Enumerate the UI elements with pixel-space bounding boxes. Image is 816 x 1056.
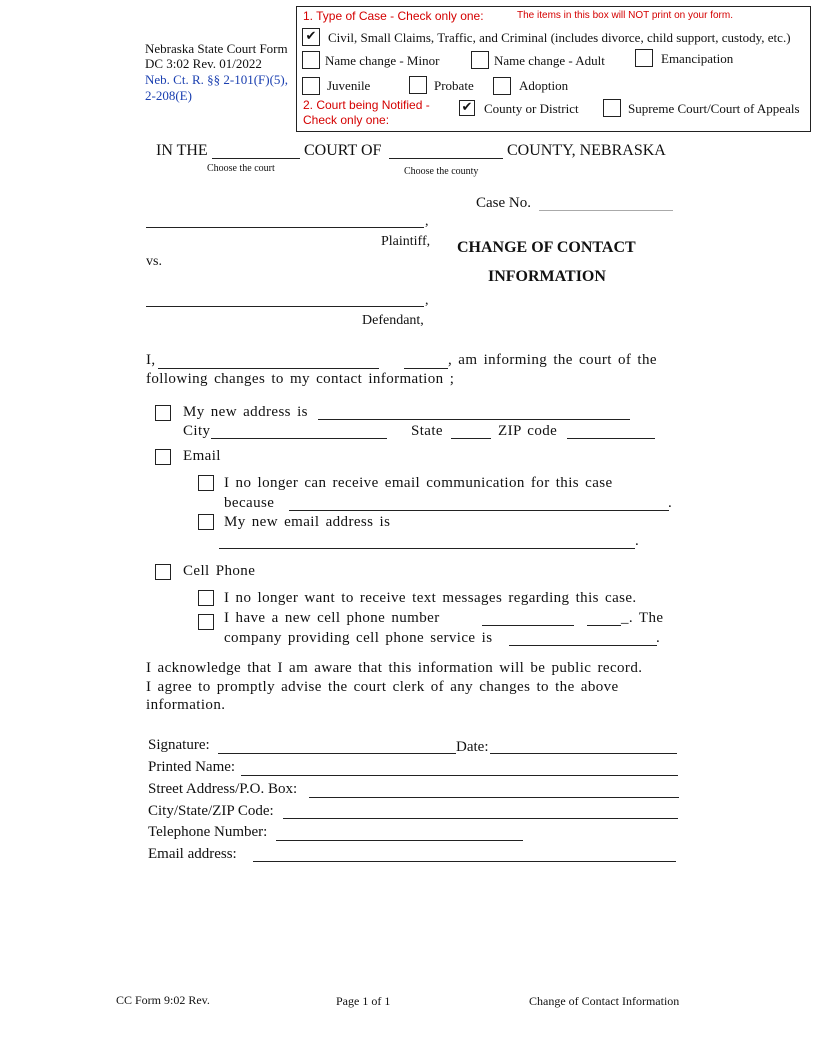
label-name-change-minor: Name change - Minor [325, 53, 440, 68]
checkbox-name-change-adult[interactable] [471, 51, 489, 69]
print-note: The items in this box will NOT print on your form. [517, 10, 733, 21]
street-address-label: Street Address/P.O. Box: [148, 781, 298, 797]
label-supreme-court: Supreme Court/Court of Appeals [628, 101, 800, 116]
telephone-label: Telephone Number: [148, 824, 268, 840]
checkbox-cell-phone[interactable] [155, 564, 171, 580]
label-emancipation: Emancipation [661, 51, 734, 66]
court-notified-subheading: Check only one: [303, 113, 390, 127]
intro-text: , am informing the court of the [448, 352, 657, 368]
email-address-label: Email address: [148, 846, 237, 862]
new-email-field[interactable] [219, 548, 635, 549]
because-reason-field[interactable] [289, 510, 669, 511]
acknowledge-line-2: I agree to promptly advise the court clerk of any changes to the above [146, 679, 619, 695]
plaintiff-comma: , [425, 214, 429, 229]
plaintiff-name-field[interactable] [146, 227, 424, 228]
the-label: _. The [621, 610, 664, 626]
court-name-field[interactable] [212, 158, 300, 159]
signature-field[interactable] [218, 753, 456, 754]
versus-label: vs. [146, 254, 162, 269]
checkbox-county-district[interactable]: ✔ [459, 100, 475, 116]
cell-provider-field[interactable] [509, 645, 657, 646]
defendant-name-field[interactable] [146, 306, 424, 307]
court-rule-link-2[interactable]: 2-208(E) [145, 88, 192, 103]
case-number-field[interactable] [539, 210, 673, 211]
checkbox-no-text[interactable] [198, 590, 214, 606]
cell-number-field[interactable] [482, 625, 574, 626]
no-text-label: I no longer want to receive text messages regarding this case. [224, 590, 637, 606]
checkbox-email[interactable] [155, 449, 171, 465]
new-address-label: My new address is [183, 404, 308, 420]
city-state-zip-field[interactable] [283, 818, 678, 819]
zip-label: ZIP code [498, 423, 558, 439]
checkbox-juvenile[interactable] [302, 77, 320, 95]
defendant-label: Defendant, [362, 313, 424, 328]
cell-provider-label: company providing cell phone service is [224, 630, 493, 646]
label-adoption: Adoption [519, 78, 569, 93]
zip-field[interactable] [567, 438, 655, 439]
checkbox-no-email[interactable] [198, 475, 214, 491]
date-field[interactable] [490, 753, 677, 754]
checkbox-probate[interactable] [409, 76, 427, 94]
defendant-comma: , [425, 293, 429, 308]
plaintiff-label: Plaintiff, [381, 234, 431, 249]
cell-provider-period: . [656, 630, 660, 646]
intro-i-label: I, [146, 352, 156, 368]
footer-form-number: CC Form 9:02 Rev. [116, 993, 210, 1007]
label-county-district: County or District [484, 101, 579, 116]
court-rule-link[interactable]: Neb. Ct. R. §§ 2-101(F)(5), [145, 72, 288, 87]
signature-label: Signature: [148, 737, 210, 753]
in-the-label: IN THE [156, 142, 208, 159]
case-type-heading: 1. Type of Case - Check only one: [303, 9, 484, 23]
printed-name-label: Printed Name: [148, 759, 236, 775]
document-title-line-1: CHANGE OF CONTACT [457, 239, 636, 256]
cell-number-ext-field[interactable] [587, 625, 621, 626]
checkbox-name-change-minor[interactable] [302, 51, 320, 69]
state-field[interactable] [451, 438, 491, 439]
street-address-field[interactable] [309, 797, 679, 798]
court-of-label: COURT OF [304, 142, 382, 159]
form-name: Nebraska State Court Form [145, 41, 288, 56]
label-civil: Civil, Small Claims, Traffic, and Criminal (includes divorce, child support, custody, etc.) [328, 30, 791, 45]
new-cell-label: I have a new cell phone number [224, 610, 440, 626]
party-role-field[interactable] [404, 368, 448, 369]
label-name-change-adult: Name change - Adult [494, 53, 605, 68]
footer-form-title: Change of Contact Information [529, 994, 680, 1008]
checkbox-new-cell[interactable] [198, 614, 214, 630]
county-nebraska-label: COUNTY, NEBRASKA [507, 142, 666, 159]
case-number-label: Case No. [476, 195, 531, 211]
checkbox-new-address[interactable] [155, 405, 171, 421]
acknowledge-line-1: I acknowledge that I am aware that this information will be public record. [146, 660, 643, 676]
new-email-label: My new email address is [224, 514, 391, 530]
new-email-period: . [635, 533, 639, 549]
document-title-line-2: INFORMATION [488, 268, 606, 285]
footer-page-number: Page 1 of 1 [336, 994, 391, 1008]
label-juvenile: Juvenile [327, 78, 371, 93]
printed-name-field[interactable] [241, 775, 678, 776]
because-label: because [224, 495, 275, 511]
label-probate: Probate [434, 78, 474, 93]
court-notified-heading: 2. Court being Notified - [303, 98, 430, 112]
because-period: . [668, 495, 672, 511]
intro-text-line-2: following changes to my contact information ; [146, 371, 455, 387]
telephone-field[interactable] [276, 840, 523, 841]
choose-county-hint: Choose the county [404, 166, 479, 177]
new-address-field[interactable] [318, 419, 630, 420]
form-revision: DC 3:02 Rev. 01/2022 [145, 56, 262, 71]
date-label: Date: [456, 739, 489, 755]
city-label: City [183, 423, 211, 439]
no-email-label: I no longer can receive email communication for this case [224, 475, 613, 491]
county-name-field[interactable] [389, 158, 503, 159]
checkbox-supreme-court[interactable] [603, 99, 621, 117]
checkbox-emancipation[interactable] [635, 49, 653, 67]
case-type-panel [296, 6, 811, 132]
checkbox-new-email[interactable] [198, 514, 214, 530]
email-address-field[interactable] [253, 861, 676, 862]
email-label: Email [183, 448, 221, 464]
choose-court-hint: Choose the court [207, 163, 275, 174]
name-field[interactable] [158, 368, 379, 369]
checkbox-adoption[interactable] [493, 77, 511, 95]
acknowledge-line-3: information. [146, 697, 226, 713]
checkbox-civil[interactable]: ✔ [302, 28, 320, 46]
city-state-zip-label: City/State/ZIP Code: [148, 803, 274, 819]
cell-phone-label: Cell Phone [183, 563, 256, 579]
city-field[interactable] [211, 438, 387, 439]
state-label: State [411, 423, 443, 439]
